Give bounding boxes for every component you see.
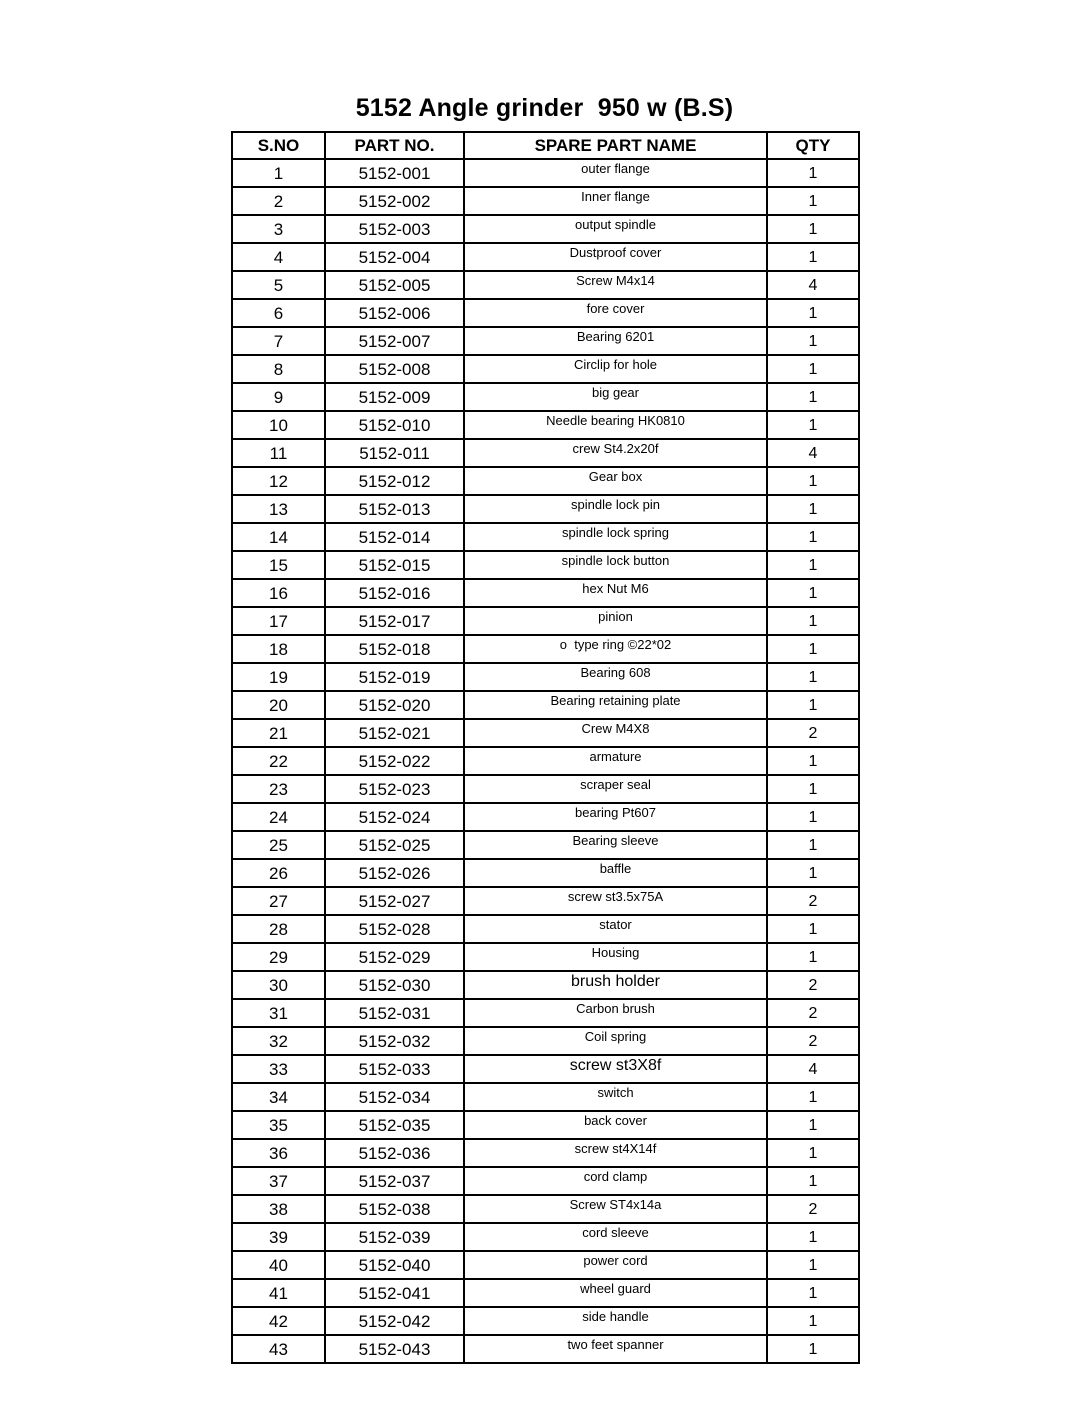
header-row	[232, 132, 859, 159]
cell-qty: 2	[767, 1027, 859, 1055]
table-row	[232, 1027, 859, 1055]
cell-part-no: 5152-029	[325, 943, 464, 971]
cell-sno: 27	[232, 887, 325, 915]
cell-spare-part-name: brush holder	[464, 971, 767, 999]
cell-part-no: 5152-008	[325, 355, 464, 383]
cell-spare-part-name: Housing	[464, 943, 767, 971]
cell-part-no: 5152-040	[325, 1251, 464, 1279]
cell-sno: 4	[232, 243, 325, 271]
table-row	[232, 299, 859, 327]
cell-spare-part-name: output spindle	[464, 215, 767, 243]
table-row	[232, 411, 859, 439]
table-row	[232, 1335, 859, 1363]
cell-part-no: 5152-010	[325, 411, 464, 439]
cell-spare-part-name: cord clamp	[464, 1167, 767, 1195]
cell-spare-part-name: pinion	[464, 607, 767, 635]
cell-qty: 1	[767, 831, 859, 859]
cell-qty: 1	[767, 1279, 859, 1307]
cell-spare-part-name: baffle	[464, 859, 767, 887]
cell-sno: 32	[232, 1027, 325, 1055]
table-row	[232, 1111, 859, 1139]
cell-sno: 14	[232, 523, 325, 551]
table-row	[232, 999, 859, 1027]
cell-part-no: 5152-027	[325, 887, 464, 915]
cell-spare-part-name: Gear box	[464, 467, 767, 495]
cell-qty: 2	[767, 971, 859, 999]
header-qty: QTY	[767, 132, 859, 159]
cell-qty: 1	[767, 1223, 859, 1251]
cell-part-no: 5152-032	[325, 1027, 464, 1055]
cell-qty: 1	[767, 243, 859, 271]
cell-part-no: 5152-021	[325, 719, 464, 747]
cell-part-no: 5152-006	[325, 299, 464, 327]
table-row	[232, 1167, 859, 1195]
cell-qty: 4	[767, 1055, 859, 1083]
cell-sno: 10	[232, 411, 325, 439]
cell-sno: 6	[232, 299, 325, 327]
table-row	[232, 831, 859, 859]
cell-part-no: 5152-002	[325, 187, 464, 215]
table-header	[232, 132, 859, 159]
table-row	[232, 1251, 859, 1279]
cell-part-no: 5152-012	[325, 467, 464, 495]
cell-part-no: 5152-016	[325, 579, 464, 607]
cell-spare-part-name: Bearing sleeve	[464, 831, 767, 859]
cell-qty: 2	[767, 999, 859, 1027]
cell-part-no: 5152-022	[325, 747, 464, 775]
cell-spare-part-name: side handle	[464, 1307, 767, 1335]
cell-part-no: 5152-028	[325, 915, 464, 943]
cell-qty: 1	[767, 187, 859, 215]
cell-part-no: 5152-011	[325, 439, 464, 467]
cell-sno: 37	[232, 1167, 325, 1195]
table-row	[232, 1279, 859, 1307]
cell-qty: 1	[767, 859, 859, 887]
cell-part-no: 5152-004	[325, 243, 464, 271]
cell-spare-part-name: Dustproof cover	[464, 243, 767, 271]
table-row	[232, 523, 859, 551]
cell-sno: 7	[232, 327, 325, 355]
table-row	[232, 243, 859, 271]
cell-spare-part-name: spindle lock spring	[464, 523, 767, 551]
table-row	[232, 803, 859, 831]
cell-qty: 2	[767, 887, 859, 915]
cell-part-no: 5152-001	[325, 159, 464, 187]
header-spare-part-name: SPARE PART NAME	[464, 132, 767, 159]
cell-part-no: 5152-038	[325, 1195, 464, 1223]
table-row	[232, 859, 859, 887]
table-row	[232, 579, 859, 607]
cell-sno: 3	[232, 215, 325, 243]
cell-part-no: 5152-003	[325, 215, 464, 243]
table-row	[232, 271, 859, 299]
table-row	[232, 663, 859, 691]
cell-spare-part-name: switch	[464, 1083, 767, 1111]
table-row	[232, 1223, 859, 1251]
page-title: 5152 Angle grinder 950 w (B.S)	[355, 94, 734, 122]
cell-qty: 1	[767, 579, 859, 607]
cell-part-no: 5152-015	[325, 551, 464, 579]
cell-sno: 1	[232, 159, 325, 187]
cell-qty: 1	[767, 691, 859, 719]
cell-spare-part-name: outer flange	[464, 159, 767, 187]
table-row	[232, 467, 859, 495]
table-row	[232, 607, 859, 635]
cell-sno: 36	[232, 1139, 325, 1167]
cell-qty: 1	[767, 467, 859, 495]
table-row	[232, 159, 859, 187]
cell-sno: 28	[232, 915, 325, 943]
cell-part-no: 5152-036	[325, 1139, 464, 1167]
cell-spare-part-name: Bearing retaining plate	[464, 691, 767, 719]
cell-qty: 1	[767, 775, 859, 803]
cell-spare-part-name: armature	[464, 747, 767, 775]
cell-spare-part-name: two feet spanner	[464, 1335, 767, 1363]
table-row	[232, 887, 859, 915]
cell-sno: 11	[232, 439, 325, 467]
cell-spare-part-name: screw st3.5x75A	[464, 887, 767, 915]
cell-qty: 1	[767, 159, 859, 187]
cell-spare-part-name: spindle lock button	[464, 551, 767, 579]
cell-spare-part-name: Carbon brush	[464, 999, 767, 1027]
cell-spare-part-name: Crew M4X8	[464, 719, 767, 747]
cell-sno: 17	[232, 607, 325, 635]
cell-part-no: 5152-041	[325, 1279, 464, 1307]
cell-spare-part-name: screw st3X8f	[464, 1055, 767, 1083]
cell-sno: 43	[232, 1335, 325, 1363]
cell-sno: 20	[232, 691, 325, 719]
cell-qty: 1	[767, 1139, 859, 1167]
cell-qty: 1	[767, 1111, 859, 1139]
cell-qty: 1	[767, 915, 859, 943]
cell-sno: 33	[232, 1055, 325, 1083]
cell-sno: 12	[232, 467, 325, 495]
cell-spare-part-name: stator	[464, 915, 767, 943]
cell-qty: 1	[767, 411, 859, 439]
cell-sno: 39	[232, 1223, 325, 1251]
cell-part-no: 5152-013	[325, 495, 464, 523]
cell-part-no: 5152-026	[325, 859, 464, 887]
cell-qty: 1	[767, 1251, 859, 1279]
table-row	[232, 775, 859, 803]
cell-spare-part-name: Bearing 608	[464, 663, 767, 691]
table-row	[232, 383, 859, 411]
cell-sno: 13	[232, 495, 325, 523]
cell-spare-part-name: back cover	[464, 1111, 767, 1139]
cell-qty: 1	[767, 607, 859, 635]
cell-qty: 2	[767, 1195, 859, 1223]
cell-qty: 1	[767, 1083, 859, 1111]
cell-sno: 19	[232, 663, 325, 691]
spare-parts-table	[231, 131, 860, 1364]
cell-part-no: 5152-037	[325, 1167, 464, 1195]
table-row	[232, 1307, 859, 1335]
cell-sno: 38	[232, 1195, 325, 1223]
cell-sno: 5	[232, 271, 325, 299]
cell-spare-part-name: crew St4.2x20f	[464, 439, 767, 467]
cell-spare-part-name: Bearing 6201	[464, 327, 767, 355]
cell-qty: 1	[767, 747, 859, 775]
cell-qty: 1	[767, 1167, 859, 1195]
table-row	[232, 943, 859, 971]
cell-qty: 1	[767, 327, 859, 355]
cell-part-no: 5152-009	[325, 383, 464, 411]
cell-sno: 35	[232, 1111, 325, 1139]
cell-qty: 1	[767, 943, 859, 971]
cell-spare-part-name: Inner flange	[464, 187, 767, 215]
cell-part-no: 5152-020	[325, 691, 464, 719]
cell-part-no: 5152-035	[325, 1111, 464, 1139]
cell-sno: 34	[232, 1083, 325, 1111]
cell-sno: 15	[232, 551, 325, 579]
cell-sno: 30	[232, 971, 325, 999]
table-row	[232, 635, 859, 663]
cell-qty: 1	[767, 215, 859, 243]
cell-spare-part-name: Screw M4x14	[464, 271, 767, 299]
table-row	[232, 1139, 859, 1167]
cell-spare-part-name: Coil spring	[464, 1027, 767, 1055]
cell-qty: 1	[767, 355, 859, 383]
table-row	[232, 495, 859, 523]
table-row	[232, 215, 859, 243]
cell-sno: 42	[232, 1307, 325, 1335]
cell-qty: 1	[767, 523, 859, 551]
table-row	[232, 551, 859, 579]
table-row	[232, 1055, 859, 1083]
cell-part-no: 5152-043	[325, 1335, 464, 1363]
cell-qty: 1	[767, 803, 859, 831]
cell-spare-part-name: spindle lock pin	[464, 495, 767, 523]
cell-spare-part-name: power cord	[464, 1251, 767, 1279]
cell-qty: 1	[767, 551, 859, 579]
cell-part-no: 5152-042	[325, 1307, 464, 1335]
cell-part-no: 5152-019	[325, 663, 464, 691]
cell-qty: 1	[767, 663, 859, 691]
table-row	[232, 1083, 859, 1111]
table-row	[232, 187, 859, 215]
cell-sno: 24	[232, 803, 325, 831]
cell-spare-part-name: Circlip for hole	[464, 355, 767, 383]
cell-part-no: 5152-024	[325, 803, 464, 831]
table-row	[232, 915, 859, 943]
cell-part-no: 5152-005	[325, 271, 464, 299]
cell-sno: 29	[232, 943, 325, 971]
cell-sno: 9	[232, 383, 325, 411]
cell-sno: 26	[232, 859, 325, 887]
table-row	[232, 327, 859, 355]
header-sno: S.NO	[232, 132, 325, 159]
cell-sno: 40	[232, 1251, 325, 1279]
table-row	[232, 355, 859, 383]
cell-sno: 21	[232, 719, 325, 747]
table-row	[232, 747, 859, 775]
cell-part-no: 5152-039	[325, 1223, 464, 1251]
cell-sno: 25	[232, 831, 325, 859]
cell-spare-part-name: fore cover	[464, 299, 767, 327]
cell-sno: 22	[232, 747, 325, 775]
cell-spare-part-name: bearing Pt607	[464, 803, 767, 831]
table-row	[232, 971, 859, 999]
cell-qty: 1	[767, 383, 859, 411]
cell-sno: 8	[232, 355, 325, 383]
cell-spare-part-name: o type ring ©22*02	[464, 635, 767, 663]
cell-spare-part-name: screw st4X14f	[464, 1139, 767, 1167]
cell-part-no: 5152-023	[325, 775, 464, 803]
cell-qty: 4	[767, 439, 859, 467]
cell-spare-part-name: cord sleeve	[464, 1223, 767, 1251]
cell-spare-part-name: hex Nut M6	[464, 579, 767, 607]
cell-part-no: 5152-007	[325, 327, 464, 355]
cell-part-no: 5152-033	[325, 1055, 464, 1083]
table-row	[232, 439, 859, 467]
cell-part-no: 5152-034	[325, 1083, 464, 1111]
cell-spare-part-name: big gear	[464, 383, 767, 411]
cell-sno: 41	[232, 1279, 325, 1307]
cell-spare-part-name: scraper seal	[464, 775, 767, 803]
cell-spare-part-name: Screw ST4x14a	[464, 1195, 767, 1223]
table-row	[232, 691, 859, 719]
cell-qty: 1	[767, 495, 859, 523]
document-page	[231, 0, 858, 1364]
cell-sno: 16	[232, 579, 325, 607]
cell-qty: 2	[767, 719, 859, 747]
table-row	[232, 1195, 859, 1223]
cell-spare-part-name: wheel guard	[464, 1279, 767, 1307]
cell-qty: 1	[767, 1307, 859, 1335]
cell-part-no: 5152-017	[325, 607, 464, 635]
cell-sno: 2	[232, 187, 325, 215]
cell-part-no: 5152-014	[325, 523, 464, 551]
cell-qty: 1	[767, 635, 859, 663]
cell-part-no: 5152-018	[325, 635, 464, 663]
cell-sno: 31	[232, 999, 325, 1027]
cell-qty: 1	[767, 299, 859, 327]
cell-part-no: 5152-031	[325, 999, 464, 1027]
cell-spare-part-name: Needle bearing HK0810	[464, 411, 767, 439]
cell-part-no: 5152-030	[325, 971, 464, 999]
cell-part-no: 5152-025	[325, 831, 464, 859]
cell-sno: 18	[232, 635, 325, 663]
cell-qty: 4	[767, 271, 859, 299]
table-body	[232, 159, 859, 1363]
cell-qty: 1	[767, 1335, 859, 1363]
header-part-no: PART NO.	[325, 132, 464, 159]
table-row	[232, 719, 859, 747]
cell-sno: 23	[232, 775, 325, 803]
